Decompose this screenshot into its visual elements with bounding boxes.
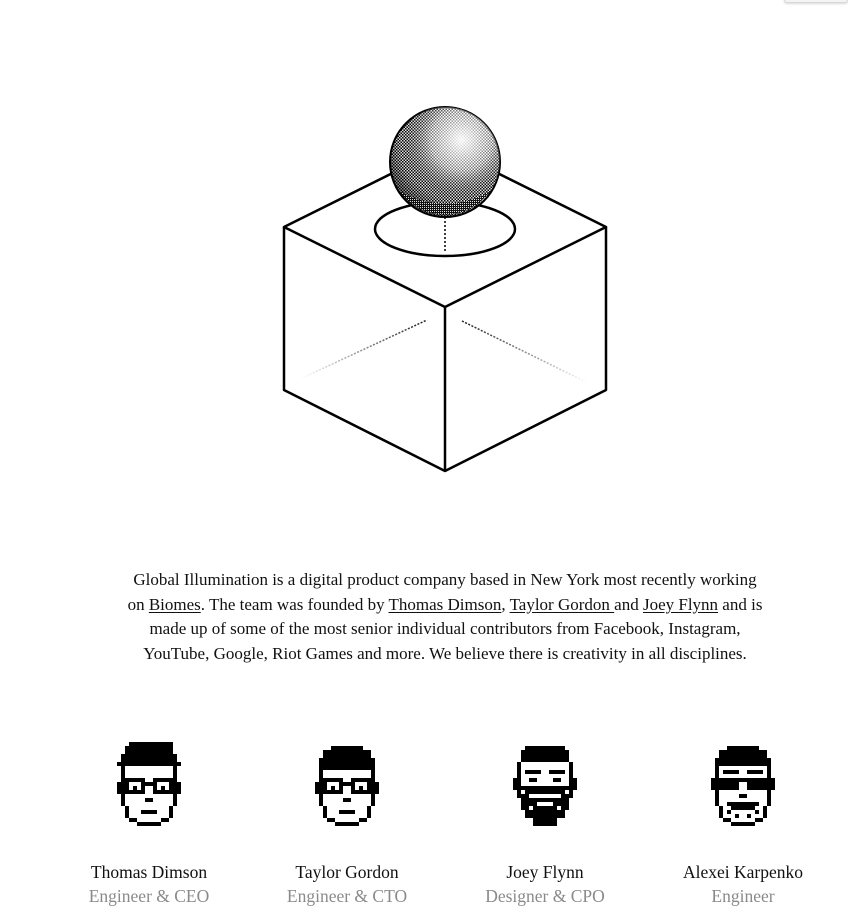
taylor-gordon-link[interactable]: Taylor Gordon (509, 594, 615, 614)
avatar-alexei-icon (711, 742, 775, 834)
team-member-alexei (644, 742, 842, 908)
intro-paragraph (124, 568, 766, 666)
member-name: Thomas Dimson (90, 862, 208, 882)
joey-flynn-link[interactable]: Joey Flynn (642, 594, 719, 614)
cube-sphere-illustration (270, 95, 620, 485)
intro-and: and (614, 594, 643, 614)
biomes-link[interactable]: Biomes (148, 594, 201, 614)
team-member-thomas (50, 742, 248, 908)
intro-text-2: . The team was founded by (200, 594, 389, 614)
member-name: Alexei Karpenko (682, 862, 804, 882)
team-member-taylor (248, 742, 446, 908)
intro-comma: , (501, 594, 510, 614)
thomas-dimson-link[interactable]: Thomas Dimson (388, 594, 502, 614)
team-section (0, 742, 848, 909)
avatar-joey-icon (513, 742, 577, 834)
member-role: Engineer & CTO (286, 886, 408, 906)
avatar-thomas-icon (117, 742, 181, 834)
member-role: Designer & CPO (485, 886, 605, 906)
team-member-joey (446, 742, 644, 908)
member-role: Engineer (711, 886, 775, 906)
intro-text-1: Global Illumination is a digital product company based in New York most recently working on (127, 570, 757, 614)
member-role: Engineer & CEO (88, 886, 210, 906)
corner-tab[interactable] (784, 0, 848, 3)
intro-text-3: and is made up of some of the most senior individual contributors from Facebook, Instagram, YouTube, Google, Riot Games and more. We believe there is creativity in all disciplines. (143, 594, 763, 663)
member-name: Joey Flynn (506, 862, 584, 882)
member-name: Taylor Gordon (295, 862, 399, 882)
avatar-taylor-icon (315, 742, 379, 834)
